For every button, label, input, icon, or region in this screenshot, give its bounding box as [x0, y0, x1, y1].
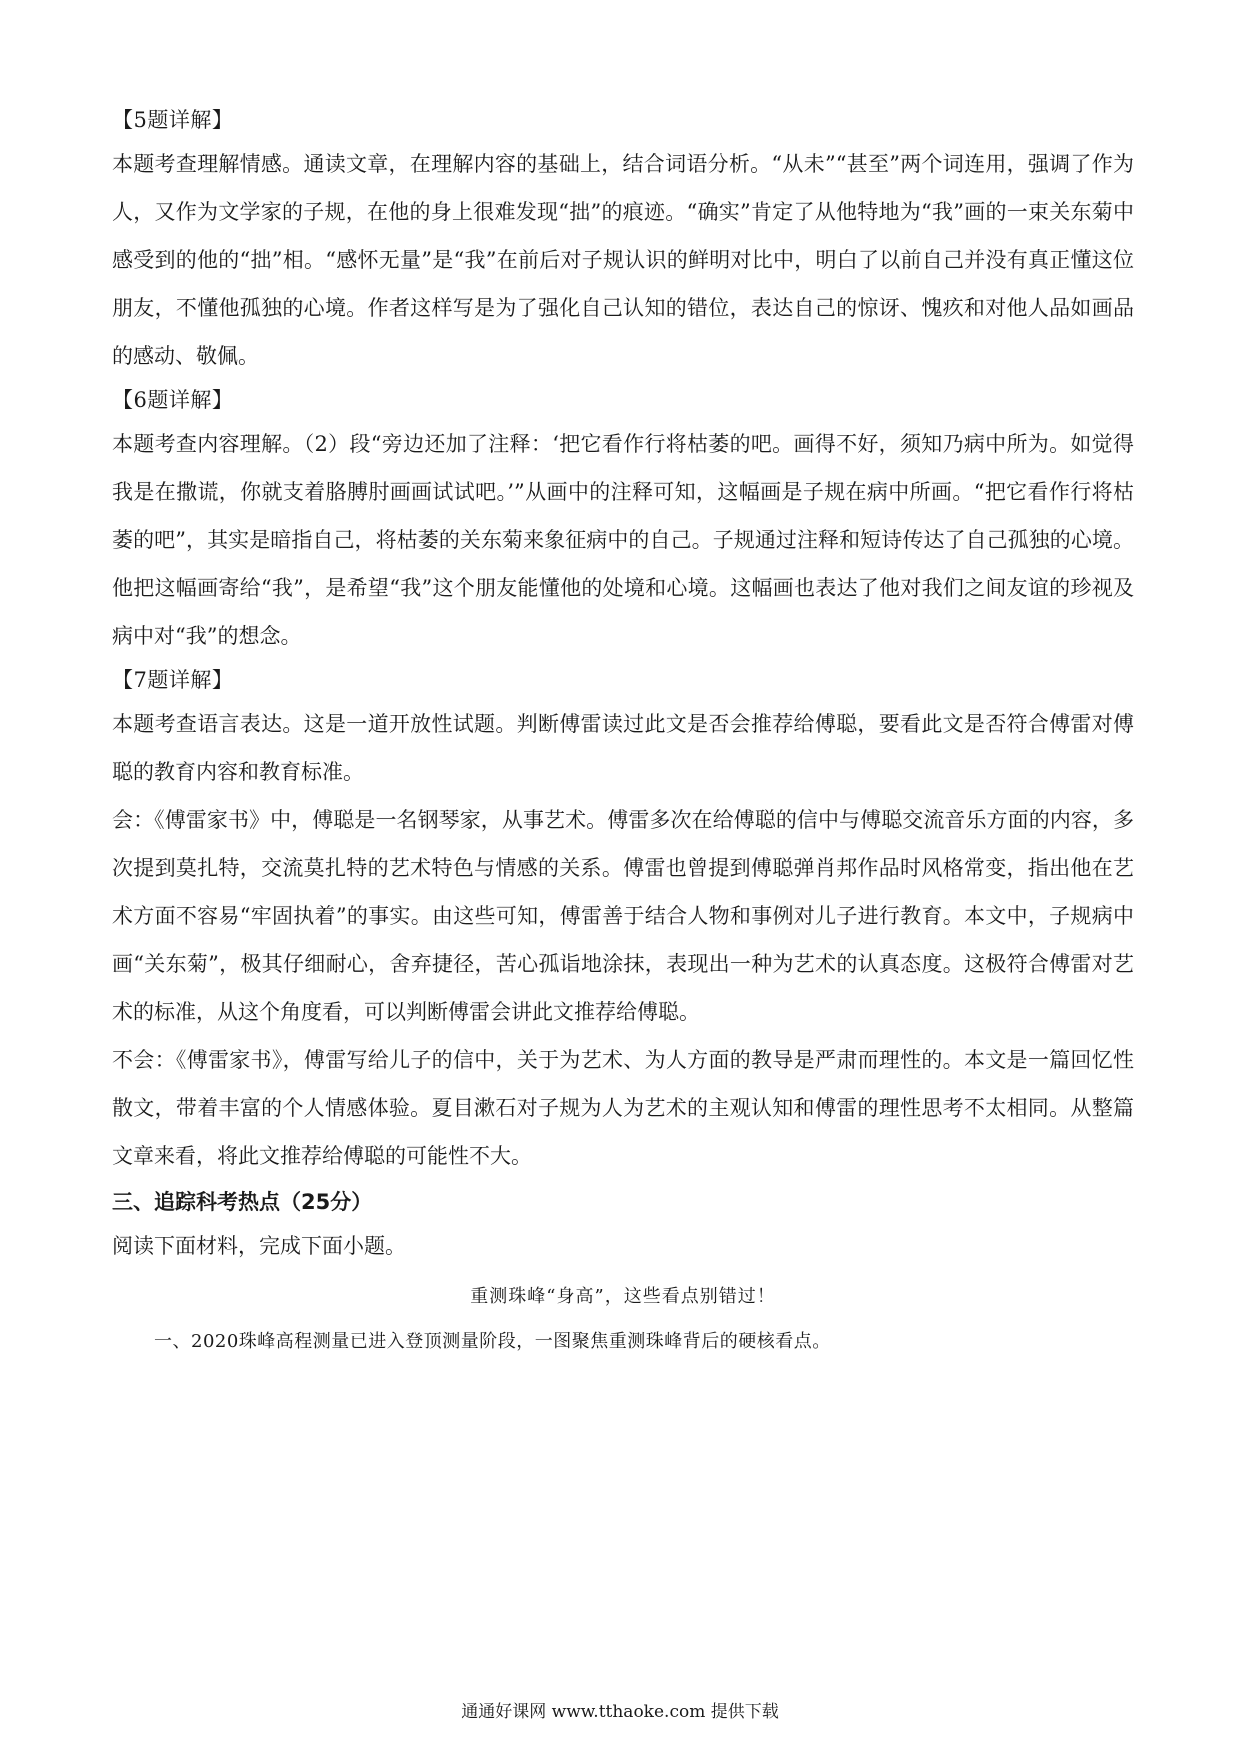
q7-intro: 本题考查语言表达。这是一道开放性试题。判断傅雷读过此文是否会推荐给傅聪，要看此文是否符合傅雷对傅聪的教育内容和教育标准。 — [112, 712, 1134, 784]
q5-heading: 【5题详解】 — [112, 108, 234, 132]
section-three-title: 三、追踪科考热点（25分） — [112, 1190, 373, 1214]
material-paragraph: 一、2020珠峰高程测量已进入登顶测量阶段，一图聚焦重测珠峰背后的硬核看点。 — [154, 1331, 831, 1352]
reading-instruction: 阅读下面材料，完成下面小题。 — [112, 1234, 406, 1258]
q7-heading: 【7题详解】 — [112, 668, 234, 692]
q7-answer-no: 不会：《傅雷家书》，傅雷写给儿子的信中，关于为艺术、为人方面的教导是严肃而理性的。本文是一篇回忆性散文，带着丰富的个人情感体验。夏目漱石对子规为人为艺术的主观认知和傅雷的理性思考不太相同。从整篇文章来看，将此文推荐给傅聪的可能性不大。 — [112, 1048, 1134, 1168]
q6-explanation: 本题考查内容理解。（2）段“旁边还加了注释：‘把它看作行将枯萎的吧。画得不好，须知乃病中所为。如觉得我是在撒谎，你就支着胳膊肘画画试试吧。’”从画中的注释可知，这幅画是子规在病中所画。“把它看作行将枯萎的吧”，其实是暗指自己，将枯萎的关东菊来象征病中的自己。子规通过注释和短诗传达了自己孤独的心境。他把这幅画寄给“我”，是希望“我”这个朋友能懂他的处境和心境。这幅画也表达了他对我们之间友谊的珍视及病中对“我”的想念。 — [112, 432, 1134, 648]
material-title: 重测珠峰“身高”，这些看点别错过！ — [470, 1286, 776, 1307]
q6-heading: 【6题详解】 — [112, 388, 234, 412]
q5-explanation: 本题考查理解情感。通读文章，在理解内容的基础上，结合词语分析。“从未”“甚至”两个词连用，强调了作为人，又作为文学家的子规，在他的身上很难发现“拙”的痕迹。“确实”肯定了从他特地为“我”画的一束关东菊中感受到的他的“拙”相。“感怀无量”是“我”在前后对子规认识的鲜明对比中，明白了以前自己并没有真正懂这位朋友，不懂他孤独的心境。作者这样写是为了强化自己认知的错位，表达自己的惊讶、愧疚和对他人品如画品的感动、敬佩。 — [112, 152, 1134, 368]
q7-answer-yes: 会：《傅雷家书》中，傅聪是一名钢琴家，从事艺术。傅雷多次在给傅聪的信中与傅聪交流音乐方面的内容，多次提到莫扎特，交流莫扎特的艺术特色与情感的关系。傅雷也曾提到傅聪弹肖邦作品时风格常变，指出他在艺术方面不容易“牢固执着”的事实。由这些可知，傅雷善于结合人物和事例对儿子进行教育。本文中，子规病中画“关东菊”，极其仔细耐心，舍弃捷径，苦心孤诣地涂抹，表现出一种为艺术的认真态度。这极符合傅雷对艺术的标准，从这个角度看，可以判断傅雷会讲此文推荐给傅聪。 — [112, 808, 1134, 1024]
page-footer: 通通好课网 www.tthaoke.com 提供下载 — [461, 1702, 779, 1722]
document-content — [112, 100, 1134, 1364]
